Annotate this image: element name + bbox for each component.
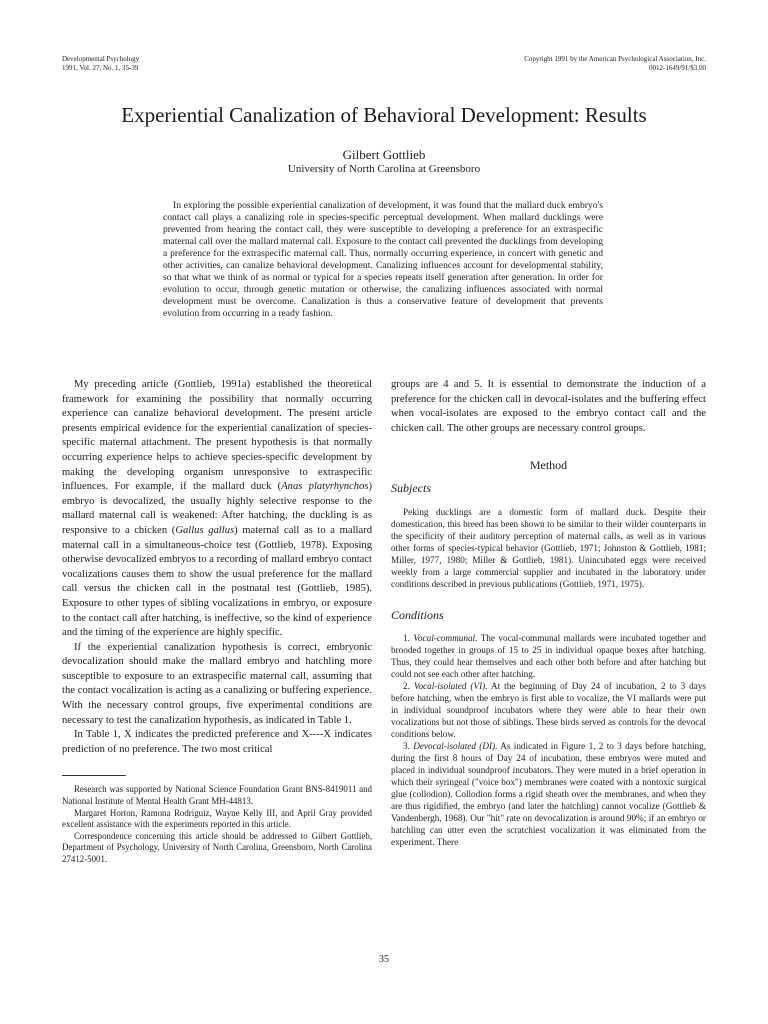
article-code: 0012-1649/91/$3.00 <box>649 63 706 72</box>
body-paragraph: If the experiential canalization hypothesis is correct, embryonic devocalization should make the mallard embryo and hatchling more susceptible to exposure to an extraspecific maternal call, assuming that the contact vocalization is acting as a canalizing or buffering experience. With the necessary control groups, five experimental conditions are necessary to test the canalization hypothesis, as indicated in Table 1. <box>62 641 372 726</box>
footnote: Margaret Horton, Ramona Rodriguiz, Wayne Kelly III, and April Gray provided excellent assistance with the experiments reported in this article. <box>62 807 372 830</box>
running-header-right <box>524 55 706 72</box>
copyright-line: Copyright 1991 by the American Psychological Association, Inc. <box>524 55 706 63</box>
page-number: 35 <box>379 954 389 965</box>
condition-item: 3. Devocal-isolated (DI). As indicated in Figure 1, 2 to 3 days before hatching, during the first 8 hours of Day 24 of incubation, these embryos were muted and placed in individual soundproof incubators. They were muted in a brief operation in which their syringeal ("voice box") membranes were coated with a nontoxic surgical glue (collodion). Collodion forms a rigid sheath over the membranes, and when they are thus rigidified, the embryo (and later the hatchling) cannot vocalize (Gottlieb & Vandenbergh, 1968). Our "hit" rate on devocalization is around 90%; if an embryo or hatchling can utter even the scratchiest vocalization it was eliminated from the experiment. There <box>391 741 706 848</box>
footnote: Research was supported by National Science Foundation Grant BNS-8419011 and National Institute of Mental Health Grant MH-44813. <box>62 784 372 806</box>
subsection-heading-conditions: Conditions <box>391 607 444 622</box>
article-title: Experiential Canalization of Behavioral Development: Results <box>121 103 647 127</box>
condition-label: Devocal-isolated (DI). <box>413 741 498 752</box>
journal-name: Developmental Psychology <box>62 55 140 63</box>
right-column <box>391 378 706 848</box>
journal-volume: 1991, Vol. 27, No. 1, 35-39 <box>62 63 139 72</box>
body-paragraph: groups are 4 and 5. It is essential to demonstrate the induction of a preference for the chicken call in devocal-isolates and the buffering effect when vocal-isolates are exposed to the embryo contact call and the chicken call. The other groups are necessary control groups. <box>391 379 706 434</box>
footnote: Correspondence concerning this article should be addressed to Gilbert Gottlieb, Department of Psychology, University of North Carolina, Greensboro, North Carolina 27412-5001. <box>62 831 372 864</box>
species-name: Anas platyrhynchos <box>281 481 369 493</box>
species-name: Gallus gallus <box>175 524 235 536</box>
condition-item: 1. Vocal-communal. The vocal-communal mallards were incubated together and brooded together in groups of 15 to 25 in individual opaque boxes after hatching. Thus, they could hear themselves and each other both before and after hatching but could not see each other after hatching. <box>391 633 707 680</box>
condition-label: Vocal-isolated (VI). <box>413 681 488 692</box>
condition-label: Vocal-communal. <box>413 633 478 644</box>
subsection-heading-subjects: Subjects <box>391 480 431 495</box>
body-paragraph: My preceding article (Gottlieb, 1991a) established the theoretical framework for examining the possibility that normally occurring experience can canalize behavioral development. The present article presents empirical evidence for the experiential canalization of species-specific maternal attachment. The present hypothesis is that normally occurring experience helps to achieve species-specific development by making the developing organism unresponsive to extraspecific influences. For example, if the mallard duck (Anas platyrhynchos) embryo is devocalized, the usually highly selective response to the mallard maternal call is weakened: After hatching, the duckling is as responsive to a chicken (Gallus gallus) maternal call as to a mallard maternal call in a simultaneous-choice test (Gottlieb, 1978). Exposing otherwise devocalized embryos to a recording of mallard embryo contact vocalizations causes them to show the usual preference for the mallard call versus the chicken call in the postnatal test (Gottlieb, 1985). Exposure to other types of sibling vocalizations in embryo, or exposure to the contact call after hatching, is ineffective, so the kind of experience and the timing of the experience are highly specific. <box>62 379 373 639</box>
footnotes <box>62 784 372 864</box>
body-paragraph: In Table 1, X indicates the predicted preference and X----X indicates prediction of no preference. The two most critical <box>62 729 372 755</box>
conditions-section <box>391 632 706 848</box>
subjects-section <box>391 506 706 590</box>
section-heading-method: Method <box>529 458 568 473</box>
condition-item: 2. Vocal-isolated (VI). At the beginning of Day 24 of incubation, 2 to 3 days before hatching, when the embryo is first able to vocalize, the VI mallards were put in individual soundproof incubators where they were able to hear their own vocalizations but not those of siblings. These birds served as controls for the devocal conditions below. <box>391 681 706 740</box>
abstract: In exploring the possible experiential canalization of development, it was found that the mallard duck embryo's contact call plays a canalizing role in species-specific perceptual development. When mallard ducklings were prevented from hearing the contact call, they were susceptible to developing a preference for an extraspecific maternal call over the mallard maternal call. Exposure to the contact call prevented the ducklings from developing a preference for the extraspecific maternal call. Thus, normally occurring experience, in concert with genetic and other activities, can canalize behavioral development. Canalizing influences account for developmental stability, so that what we think of as normal or typical for a species repeats itself generation after generation. In order for evolution to occur, through genetic mutation or otherwise, the canalizing influences associated with normal development must be overcome. Canalization is thus a conservative feature of development that prevents evolution from occurring in a ready fashion. <box>163 200 603 319</box>
author-affiliation: University of North Carolina at Greensboro <box>287 163 481 175</box>
footnote-divider <box>62 775 126 776</box>
left-column <box>62 378 372 866</box>
running-header-left <box>62 55 139 72</box>
author-name: Gilbert Gottlieb <box>342 147 426 162</box>
body-paragraph: Peking ducklings are a domestic form of mallard duck. Despite their domestication, this breed has been shown to be similar to their wilder counterparts in the specificity of their auditory perception of maternal calls, as well as in various other forms of species-typical behavior (Gottlieb, 1971; Johnston & Gottlieb, 1981; Miller, 1977, 1980; Miller & Gottlieb, 1981). Unincubated eggs were received weekly from a large commercial supplier and incubated in the laboratory under conditions described in previous publications (Gottlieb, 1971, 1975). <box>391 506 706 589</box>
